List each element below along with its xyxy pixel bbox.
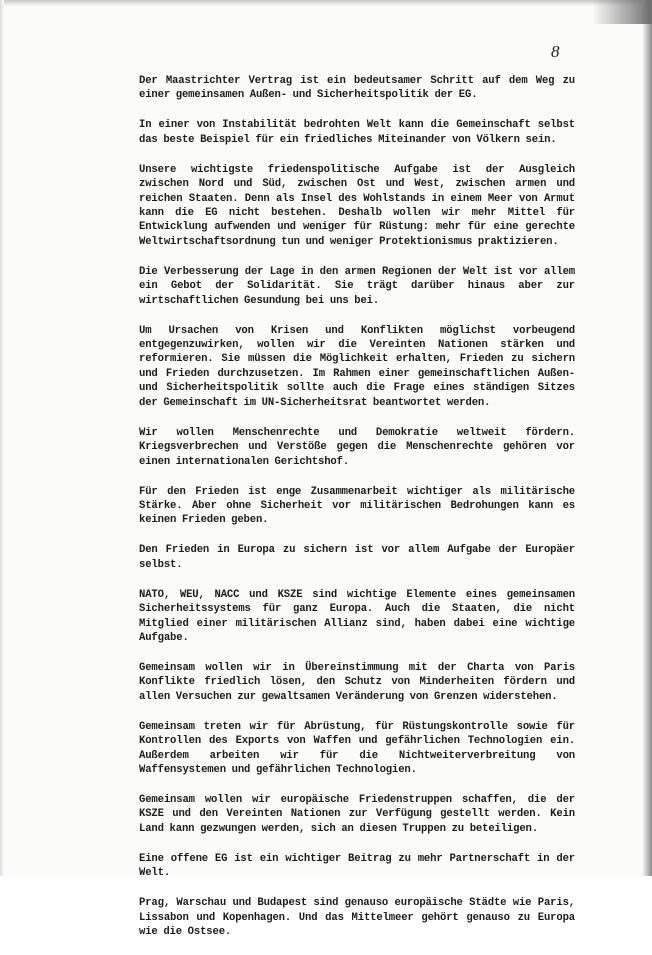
page-number: 8: [551, 42, 560, 61]
paragraph-europe-peace: Den Frieden in Europa zu sichern ist vor allem Aufgabe der Europäer selbst.: [139, 544, 575, 571]
paragraph-charter-paris: Gemeinsam wollen wir in Übereinstimmung mit der Charta von Paris Konflikte friedlich lösen, den Schutz von Minderheiten fördern und allen Versuchen zur gewaltsamen Veränderung von Grenzen widerstehen.: [139, 661, 575, 703]
paragraph-cooperation: Für den Frieden ist enge Zusammenarbeit wichtiger als militärische Stärke. Aber ohne Sicherheit vor militärischen Bedrohungen kann es keinen Frieden geben.: [139, 485, 575, 527]
scan-edge-top: [0, 0, 652, 6]
document-body: [139, 74, 575, 955]
paragraph-human-rights: Wir wollen Menschenrechte und Demokratie weltweit fördern. Kriegsverbrechen und Verstöße gegen die Menschenrechte gehören vor einen internationalen Gerichtshof.: [139, 426, 575, 468]
paragraph-north-south: Unsere wichtigste friedenspolitische Aufgabe ist der Ausgleich zwischen Nord und Süd, zwischen Ost und West, zwischen armen und reichen Staaten. Denn als Insel des Wohlstands in einem Meer von Armut kann die EG nicht bestehen. Deshalb wollen wir mehr Mittel für Entwicklung aufwenden und weniger für Rüstung: mehr für eine gerechte Weltwirtschaftsordnung tun und weniger Protektionismus praktizieren.: [139, 163, 575, 248]
paragraph-security-system: NATO, WEU, NACC und KSZE sind wichtige Elemente eines gemeinsamen Sicherheitssystems für ganz Europa. Auch die Staaten, die nicht Mitglied einer militärischen Allianz sind, haben dabei eine wichtige Aufgabe.: [139, 588, 575, 644]
paragraph-maastricht: Der Maastrichter Vertrag ist ein bedeutsamer Schritt auf dem Weg zu einer gemeinsamen Außen- und Sicherheitspolitik der EG.: [139, 75, 575, 102]
paragraph-european-cities: Prag, Warschau und Budapest sind genauso europäische Städte wie Paris, Lissabon und Kopenhagen. Und das Mittelmeer gehört genauso zu Europa wie die Ostsee.: [139, 897, 575, 938]
paragraph-open-eg: Eine offene EG ist ein wichtiger Beitrag zu mehr Partnerschaft in der Welt.: [139, 852, 575, 880]
paragraph-disarmament: Gemeinsam treten wir für Abrüstung, für Rüstungskontrolle sowie für Kontrollen des Exports von Waffen und gefährlichen Technologien ein. Außerdem arbeiten wir für die Nichtweiterverbreitung von Waffensystemen und gefährlichen Technologien.: [139, 720, 575, 776]
scan-edge-left: [0, 0, 4, 876]
paragraph-united-nations: Um Ursachen von Krisen und Konflikten möglichst vorbeugend entgegenzuwirken, wollen wir die Vereinten Nationen stärken und reformieren. Sie müssen die Möglichkeit erhalten, Frieden zu sichern und Frieden durchzusetzen. Im Rahmen einer gemeinschaftlichen Außen- und Sicherheitspolitik sollte auch die Frage eines ständigen Sitzes der Gemeinschaft im UN-Sicherheitsrat beantwortet werden.: [139, 324, 575, 409]
paragraph-peace-troops: Gemeinsam wollen wir europäische Friedenstruppen schaffen, die der KSZE und den Vereinten Nationen zur Verfügung gestellt werden. Kein Land kann gezwungen werden, sich an diesen Truppen zu beteiligen.: [139, 793, 575, 835]
scan-corner-shadow: [592, 0, 652, 24]
paragraph-solidarity: Die Verbesserung der Lage in den armen Regionen der Welt ist vor allem ein Gebot der Solidarität. Sie trägt darüber hinaus aber zur wirtschaftlichen Gesundung bei uns bei.: [139, 265, 575, 307]
scan-edge-right: [642, 0, 652, 876]
paragraph-instability: In einer von Instabilität bedrohten Welt kann die Gemeinschaft selbst das beste Beispiel für ein friedliches Miteinander von Völkern sein.: [139, 119, 575, 146]
